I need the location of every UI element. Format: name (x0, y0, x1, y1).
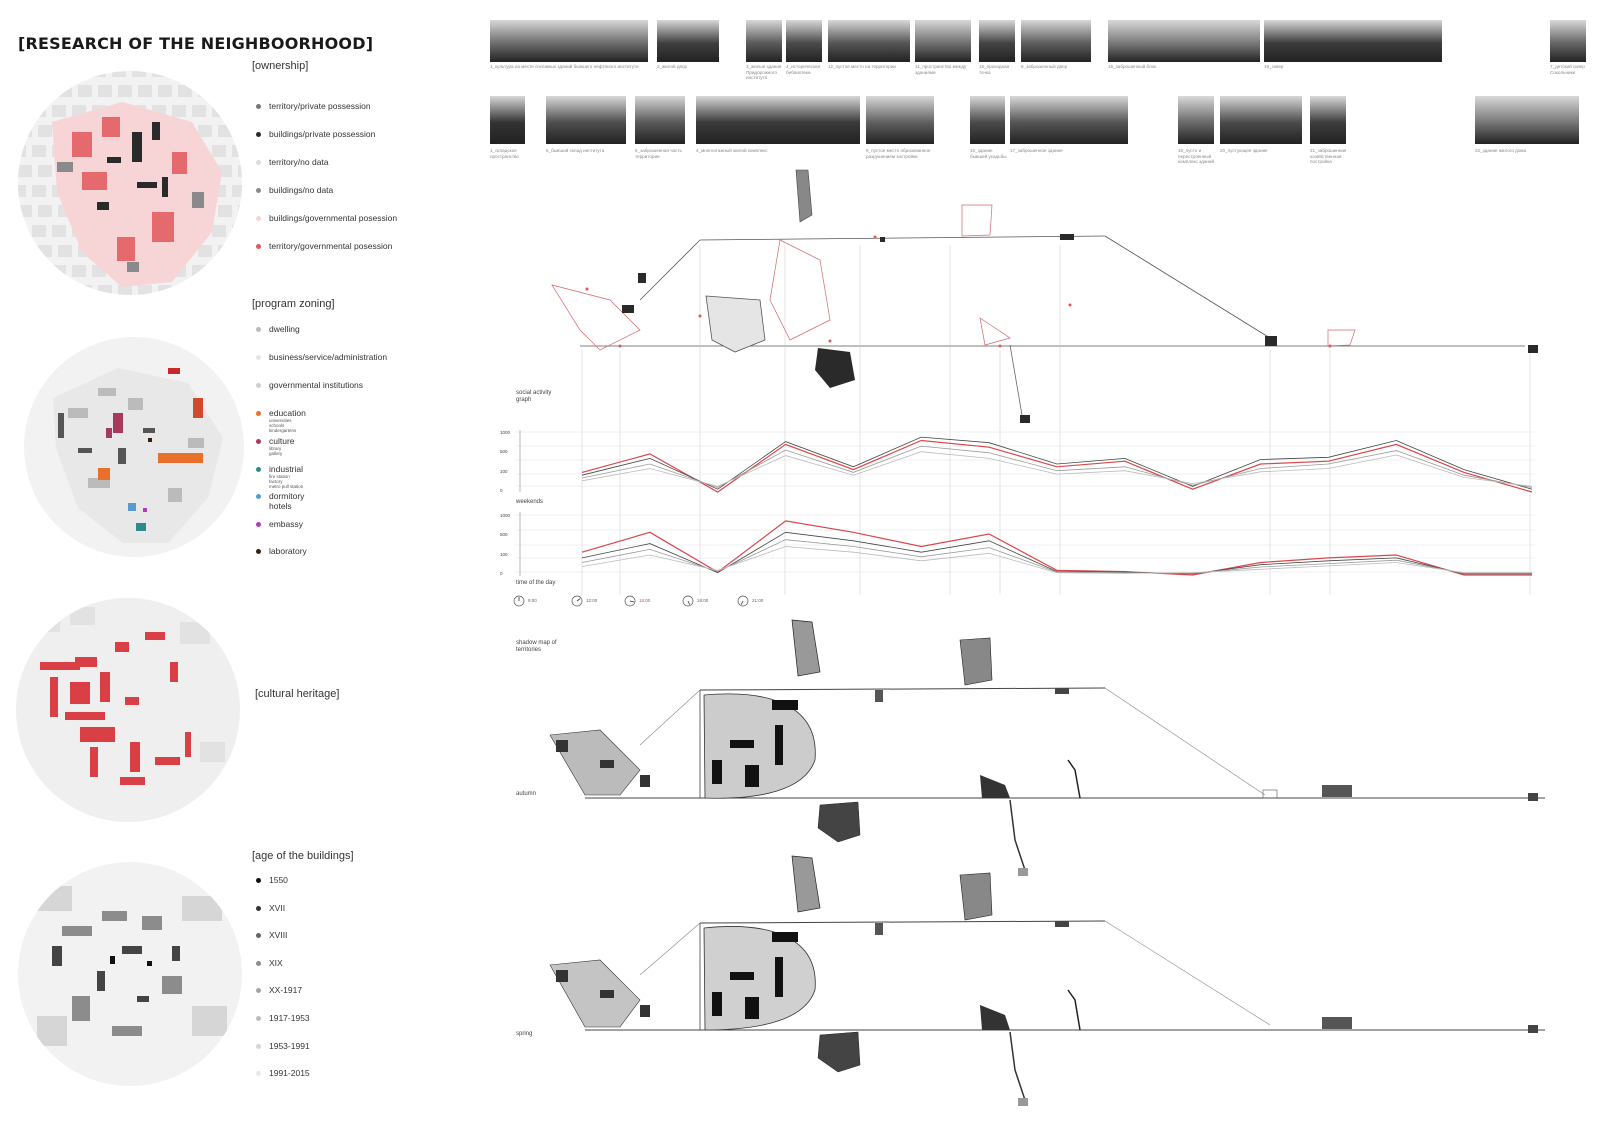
program-legend-label: governmental institutions (269, 380, 364, 390)
ownership-legend-label: buildings/no data (269, 185, 334, 195)
ownership-legend-label: territory/private possession (269, 101, 371, 111)
clock-hand (577, 599, 580, 601)
photo-caption: 11_пространство между зданиями (915, 64, 967, 75)
photo-caption: 5_бывший склад института (546, 148, 605, 153)
shadow-section-autumn (550, 620, 1545, 876)
photo-caption: 4_историческая библиотека (786, 64, 821, 75)
weekend-y-tick-label: 0 (500, 571, 503, 576)
clock-time-label: 12:00 (586, 598, 598, 603)
photo-caption: 12_пустое место на территории (828, 64, 896, 69)
age-legend-label: XX-1917 (269, 985, 303, 996)
clock-time-label: 9:00 (528, 598, 537, 603)
program-legend-label: embassy (269, 519, 304, 529)
time-of-day-clocks (514, 596, 748, 606)
weekend-y-tick-label: 500 (500, 532, 508, 538)
age-legend-label: XVII (269, 902, 286, 913)
ownership-legend-label: territory/no data (269, 157, 329, 167)
photo-caption: 15_здание бывшей усадьбы (970, 148, 1007, 159)
activity-series-line (582, 547, 1532, 574)
program-zoning-heading: [program zoning] (252, 298, 335, 310)
cultural-heritage-heading: [cultural heritage] (255, 688, 340, 700)
age-heading: [age of the buildings] (252, 850, 354, 862)
photo-caption: 4_многоэтажный жилой комплекс (696, 148, 768, 153)
page-title: [RESEARCH OF THE NEIGHBOORHOOD] (18, 34, 374, 53)
ownership-legend-label: buildings/private possession (269, 129, 376, 139)
social-activity-lines (582, 437, 1532, 492)
clock-time-label: 15:00 (639, 598, 651, 603)
photo-caption: 16_заброшенный блок (1108, 64, 1157, 69)
photo-caption: 8_заброшенный двор (1021, 64, 1068, 69)
social-graph-label: social activity graph (516, 390, 552, 403)
social-y-tick-label: 100 (500, 468, 508, 474)
program-legend-label: industrial fire station factory metro pull station (269, 464, 304, 489)
program-legend-sublabel: metro pull station (269, 484, 304, 489)
program-legend-sublabel: fire station (269, 474, 290, 479)
program-legend-sublabel: kindergartens (269, 428, 297, 433)
ownership-heading: [ownership] (252, 60, 309, 72)
program-legend-label: hotels (269, 501, 292, 511)
age-legend-label: 1953-1991 (269, 1040, 310, 1051)
ownership-legend-label: territory/governmental posession (269, 241, 393, 251)
age-legend-label: 1550 (269, 875, 288, 885)
activity-series-line (582, 437, 1532, 489)
program-legend-label: education universities schools kindergartens (269, 408, 306, 433)
age-legend-label: 1991-2015 (269, 1068, 310, 1079)
shadow-section-spring (550, 856, 1545, 1106)
photo-caption: 2_жилой двор (657, 64, 688, 69)
photo-caption: 17_заброшенное здание (1010, 148, 1063, 153)
clock-time-label: 21:00 (752, 598, 764, 603)
photo-caption: 6_заброшенная часть территории (635, 148, 682, 159)
age-legend-label: 1917-1953 (269, 1013, 310, 1023)
photo-caption: 15_проходная точка (979, 64, 1010, 75)
shadow-map-label: shadow map of territories (516, 640, 557, 653)
social-y-tick-label: 1000 (500, 430, 511, 435)
photo-caption: 21_заброшенная хозяйственная постройка (1310, 148, 1347, 164)
clock-hand (688, 601, 690, 605)
photo-caption: 9_пустое место образованное разрушением застройки (866, 148, 931, 159)
program-legend-sublabel: factory (269, 479, 283, 484)
photo-caption: 22_здание жилого дома (1475, 148, 1527, 153)
photo-caption: 1_культура на месте сносимых зданий бывшего нефтяного института (490, 64, 639, 69)
autumn-label: autumn (516, 791, 537, 797)
program-legend-sublabel: universities (269, 418, 292, 423)
program-legend-sublabel: schools (269, 423, 285, 428)
weekends-label: weekends (516, 499, 544, 505)
social-y-tick-label: 0 (500, 488, 503, 493)
program-legend-label: laboratory (269, 546, 307, 556)
age-legend-label: XVIII (269, 930, 288, 941)
weekend-activity-lines (582, 521, 1532, 575)
program-legend-label: dormitory (269, 491, 305, 501)
weekend-y-tick-label: 100 (500, 551, 508, 557)
activity-series-line (582, 452, 1532, 487)
program-legend-sublabel: library (269, 446, 282, 451)
clock-hand (741, 601, 743, 605)
weekend-y-tick-label: 1000 (500, 513, 511, 518)
clock-time-label: 18:00 (697, 598, 709, 603)
program-legend-label: business/service/administration (269, 352, 388, 362)
photo-caption: 3_жилые здания Придорожного института (746, 64, 782, 80)
spring-label: spring (516, 1031, 533, 1037)
activity-series-line (582, 521, 1532, 575)
social-y-tick-label: 500 (500, 449, 508, 455)
ownership-legend-label: buildings/governmental posession (269, 213, 398, 223)
photo-caption: 1_складское пространство (490, 148, 519, 159)
age-legend-label: XIX (269, 957, 283, 968)
program-legend-sublabel: gallery (269, 451, 283, 456)
photo-caption: 20_пустующее здание (1220, 148, 1268, 153)
time-of-day-label: time of the day (516, 580, 556, 586)
photo-caption: 7_детский сквер Сокольники (1550, 64, 1585, 75)
photo-caption: 18_пусто и перестроенный комплекс зданий (1178, 148, 1215, 164)
program-legend-label: dwelling (269, 324, 300, 334)
photo-caption: 19_сквер (1264, 64, 1284, 69)
program-legend-label: culture library gallery (269, 436, 295, 456)
clock-hand (630, 601, 634, 602)
